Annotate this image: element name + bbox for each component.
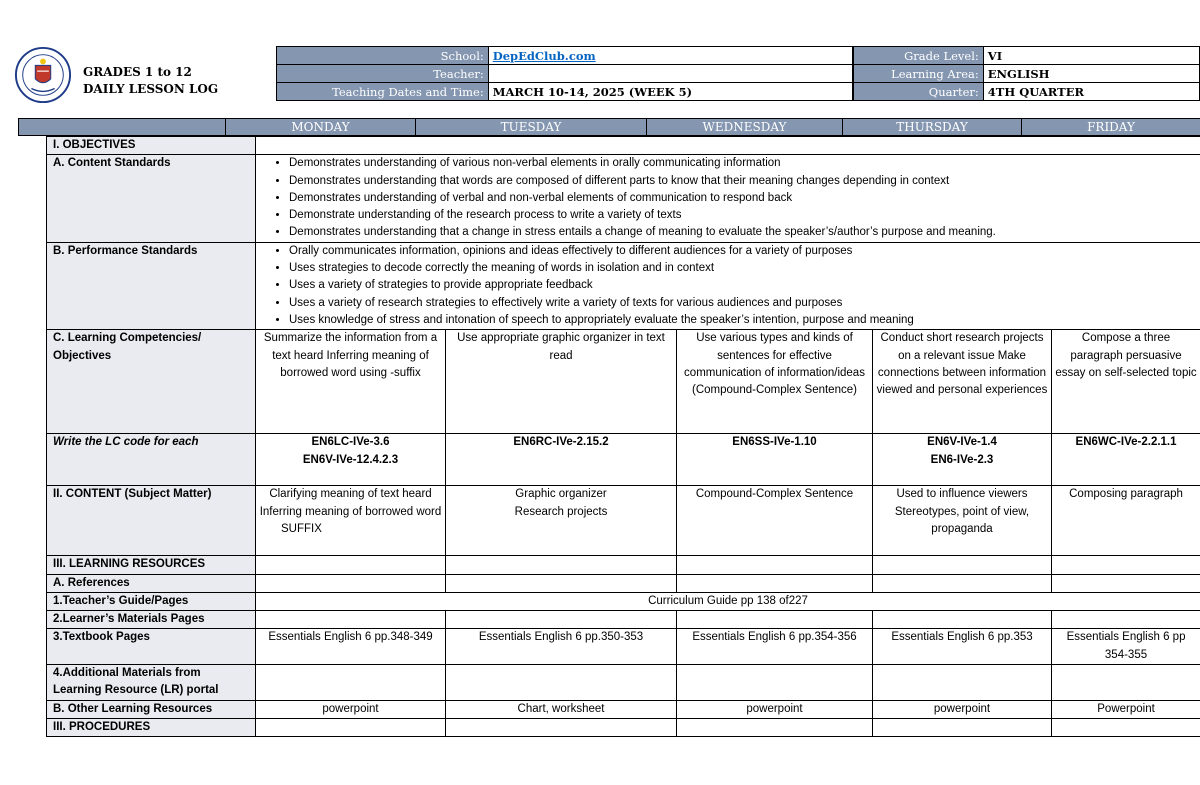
empty-cell <box>256 556 446 574</box>
title-line-1: GRADES 1 to 12 <box>83 65 192 79</box>
header-info-table-right <box>853 46 1200 101</box>
learners-materials-label: 2.Learner’s Materials Pages <box>47 611 256 629</box>
competency-thursday: Conduct short research projects on a relevant issue Make connections between information viewed and personal experiences <box>873 330 1052 434</box>
teacher-label: Teacher: <box>277 65 489 83</box>
lc-code: EN6V-IVe-12.4.2.3 <box>302 453 399 466</box>
empty-cell <box>677 574 873 592</box>
empty-cell <box>1052 718 1200 736</box>
procedures-row <box>47 718 1200 736</box>
teachers-guide-label: 1.Teacher’s Guide/Pages <box>47 592 256 610</box>
procedures-label: III. PROCEDURES <box>47 718 256 736</box>
empty-cell <box>1052 574 1200 592</box>
day-header-blank <box>19 119 226 136</box>
empty-cell <box>256 718 446 736</box>
lc-code-tuesday <box>446 434 677 486</box>
teacher-value <box>488 65 852 83</box>
textbook-row <box>47 629 1200 665</box>
quarter-label: Quarter: <box>854 83 984 101</box>
content-standards-cell <box>256 155 1200 242</box>
list-item: • Demonstrates understanding that a change in stress entails a change of meaning to evaluate the speaker’s/author’s purpose and meaning. <box>289 224 1197 241</box>
teachers-guide-row <box>47 592 1200 610</box>
content-row <box>47 486 1200 556</box>
content-line: Compound-Complex Sentence <box>695 488 854 501</box>
list-item: • Uses a variety of research strategies to effectively write a variety of texts for various audiences and purposes <box>289 295 1197 312</box>
dates-value: MARCH 10-14, 2025 (WEEK 5) <box>488 83 852 101</box>
lc-code-wednesday <box>677 434 873 486</box>
content-label: II. CONTENT (Subject Matter) <box>47 486 256 556</box>
other-resources-monday: powerpoint <box>256 700 446 718</box>
empty-cell <box>873 665 1052 701</box>
school-value <box>488 47 852 65</box>
learning-resources-label: III. LEARNING RESOURCES <box>47 556 256 574</box>
dates-label: Teaching Dates and Time: <box>277 83 489 101</box>
competency-monday: Summarize the information from a text heard Inferring meaning of borrowed word using -suffix <box>256 330 446 434</box>
lc-code: EN6LC-IVe-3.6 <box>311 436 390 449</box>
content-line: Stereotypes, point of view, propaganda <box>894 505 1030 535</box>
empty-cell <box>677 665 873 701</box>
content-monday <box>256 486 446 556</box>
empty-cell <box>873 611 1052 629</box>
content-line: Used to influence viewers <box>896 488 1028 501</box>
other-resources-thursday: powerpoint <box>873 700 1052 718</box>
list-item: • Uses strategies to decode correctly the meaning of words in isolation and in context <box>289 260 1197 277</box>
empty-cell <box>1052 611 1200 629</box>
competencies-row <box>47 330 1200 434</box>
other-resources-friday: Powerpoint <box>1052 700 1200 718</box>
content-tuesday <box>446 486 677 556</box>
day-monday: MONDAY <box>226 119 416 136</box>
textbook-monday: Essentials English 6 pp.348-349 <box>256 629 446 665</box>
empty-cell <box>256 611 446 629</box>
competency-tuesday: Use appropriate graphic organizer in text read <box>446 330 677 434</box>
day-header-row <box>18 118 1200 136</box>
learners-materials-row <box>47 611 1200 629</box>
learning-resources-row <box>47 556 1200 574</box>
empty-cell <box>1052 665 1200 701</box>
empty-cell <box>873 556 1052 574</box>
day-thursday: THURSDAY <box>843 119 1022 136</box>
header-info-table <box>276 46 853 101</box>
empty-cell <box>446 718 677 736</box>
area-value: ENGLISH <box>983 65 1199 83</box>
performance-standards-label: B. Performance Standards <box>47 242 256 329</box>
content-line: SUFFIX <box>281 522 322 535</box>
lc-code: EN6SS-IVe-1.10 <box>732 436 817 449</box>
empty-cell <box>677 718 873 736</box>
lc-code-row <box>47 434 1200 486</box>
empty-cell <box>1052 556 1200 574</box>
performance-standards-cell <box>256 242 1200 329</box>
list-item: • Orally communicates information, opinions and ideas effectively to different audiences for a variety of purposes <box>289 243 1197 260</box>
log-title <box>83 64 218 98</box>
quarter-value: 4TH QUARTER <box>983 83 1199 101</box>
other-resources-row <box>47 700 1200 718</box>
empty-cell <box>446 611 677 629</box>
grade-value: VI <box>983 47 1199 65</box>
empty-cell <box>677 556 873 574</box>
performance-standards-row <box>47 242 1200 329</box>
other-resources-label: B. Other Learning Resources <box>47 700 256 718</box>
area-label: Learning Area: <box>854 65 984 83</box>
additional-materials-row <box>47 665 1200 701</box>
empty-cell <box>446 665 677 701</box>
day-tuesday: TUESDAY <box>416 119 647 136</box>
lc-code: EN6RC-IVe-2.15.2 <box>513 436 609 449</box>
list-item: • Uses a variety of strategies to provide appropriate feedback <box>289 277 1197 294</box>
content-line: Research projects <box>514 505 608 518</box>
content-standards-label: A. Content Standards <box>47 155 256 242</box>
textbook-tuesday: Essentials English 6 pp.350-353 <box>446 629 677 665</box>
list-item: • Demonstrates understanding of verbal and non-verbal elements of communication to respond back <box>289 190 1197 207</box>
references-label: A. References <box>47 574 256 592</box>
references-row <box>47 574 1200 592</box>
empty-cell <box>873 718 1052 736</box>
objectives-row <box>47 137 1200 155</box>
competency-wednesday: Use various types and kinds of sentences for effective communication of information/ideas (Compound-Complex Sentence) <box>677 330 873 434</box>
list-item: • Demonstrates understanding of various non-verbal elements in orally communicating information <box>289 155 1197 172</box>
objectives-cell <box>256 137 1200 155</box>
empty-cell <box>256 665 446 701</box>
content-thursday <box>873 486 1052 556</box>
lc-code-label: Write the LC code for each <box>47 434 256 486</box>
day-friday: FRIDAY <box>1022 119 1200 136</box>
deped-seal-logo <box>14 46 72 104</box>
school-link[interactable]: DepEdClub.com <box>492 48 596 63</box>
list-item: • Demonstrate understanding of the research process to write a variety of texts <box>289 207 1197 224</box>
textbook-wednesday: Essentials English 6 pp.354-356 <box>677 629 873 665</box>
list-item: • Uses knowledge of stress and intonation of speech to appropriately evaluate the speaker’s intention, purpose and meaning <box>289 312 1197 329</box>
empty-cell <box>256 574 446 592</box>
empty-cell <box>873 574 1052 592</box>
lesson-log-table <box>46 136 1200 737</box>
textbook-thursday: Essentials English 6 pp.353 <box>873 629 1052 665</box>
lc-code: EN6V-IVe-1.4 <box>927 436 997 449</box>
lc-code-friday <box>1052 434 1200 486</box>
competency-friday: Compose a three paragraph persuasive essay on self-selected topic <box>1052 330 1200 434</box>
textbook-friday: Essentials English 6 pp 354-355 <box>1052 629 1200 665</box>
school-label: School: <box>277 47 489 65</box>
content-wednesday <box>677 486 873 556</box>
empty-cell <box>677 611 873 629</box>
lc-code-monday <box>256 434 446 486</box>
teachers-guide-value: Curriculum Guide pp 138 of227 <box>256 592 1200 610</box>
empty-cell <box>446 556 677 574</box>
title-line-2: DAILY LESSON LOG <box>83 82 219 96</box>
lc-code: EN6WC-IVe-2.2.1.1 <box>1075 436 1177 449</box>
content-line: Clarifying meaning of text heard Inferring meaning of borrowed word <box>259 488 442 518</box>
other-resources-wednesday: powerpoint <box>677 700 873 718</box>
lc-code: EN6-IVe-2.3 <box>930 453 994 466</box>
other-resources-tuesday: Chart, worksheet <box>446 700 677 718</box>
grade-label: Grade Level: <box>854 47 984 65</box>
empty-cell <box>446 574 677 592</box>
content-standards-row <box>47 155 1200 242</box>
additional-materials-label: 4.Additional Materials from Learning Resource (LR) portal <box>47 665 256 701</box>
day-wednesday: WEDNESDAY <box>647 119 843 136</box>
content-friday <box>1052 486 1200 556</box>
lc-code-thursday <box>873 434 1052 486</box>
content-line: Graphic organizer <box>515 488 607 501</box>
textbook-label: 3.Textbook Pages <box>47 629 256 665</box>
content-standards-list <box>259 155 1197 241</box>
performance-standards-list <box>259 243 1197 329</box>
objectives-label: I. OBJECTIVES <box>47 137 256 155</box>
list-item: • Demonstrates understanding that words are composed of different parts to know that their meaning changes depending in context <box>289 173 1197 190</box>
competencies-label: C. Learning Competencies/ Objectives <box>47 330 256 434</box>
content-line: Composing paragraph <box>1069 488 1183 501</box>
